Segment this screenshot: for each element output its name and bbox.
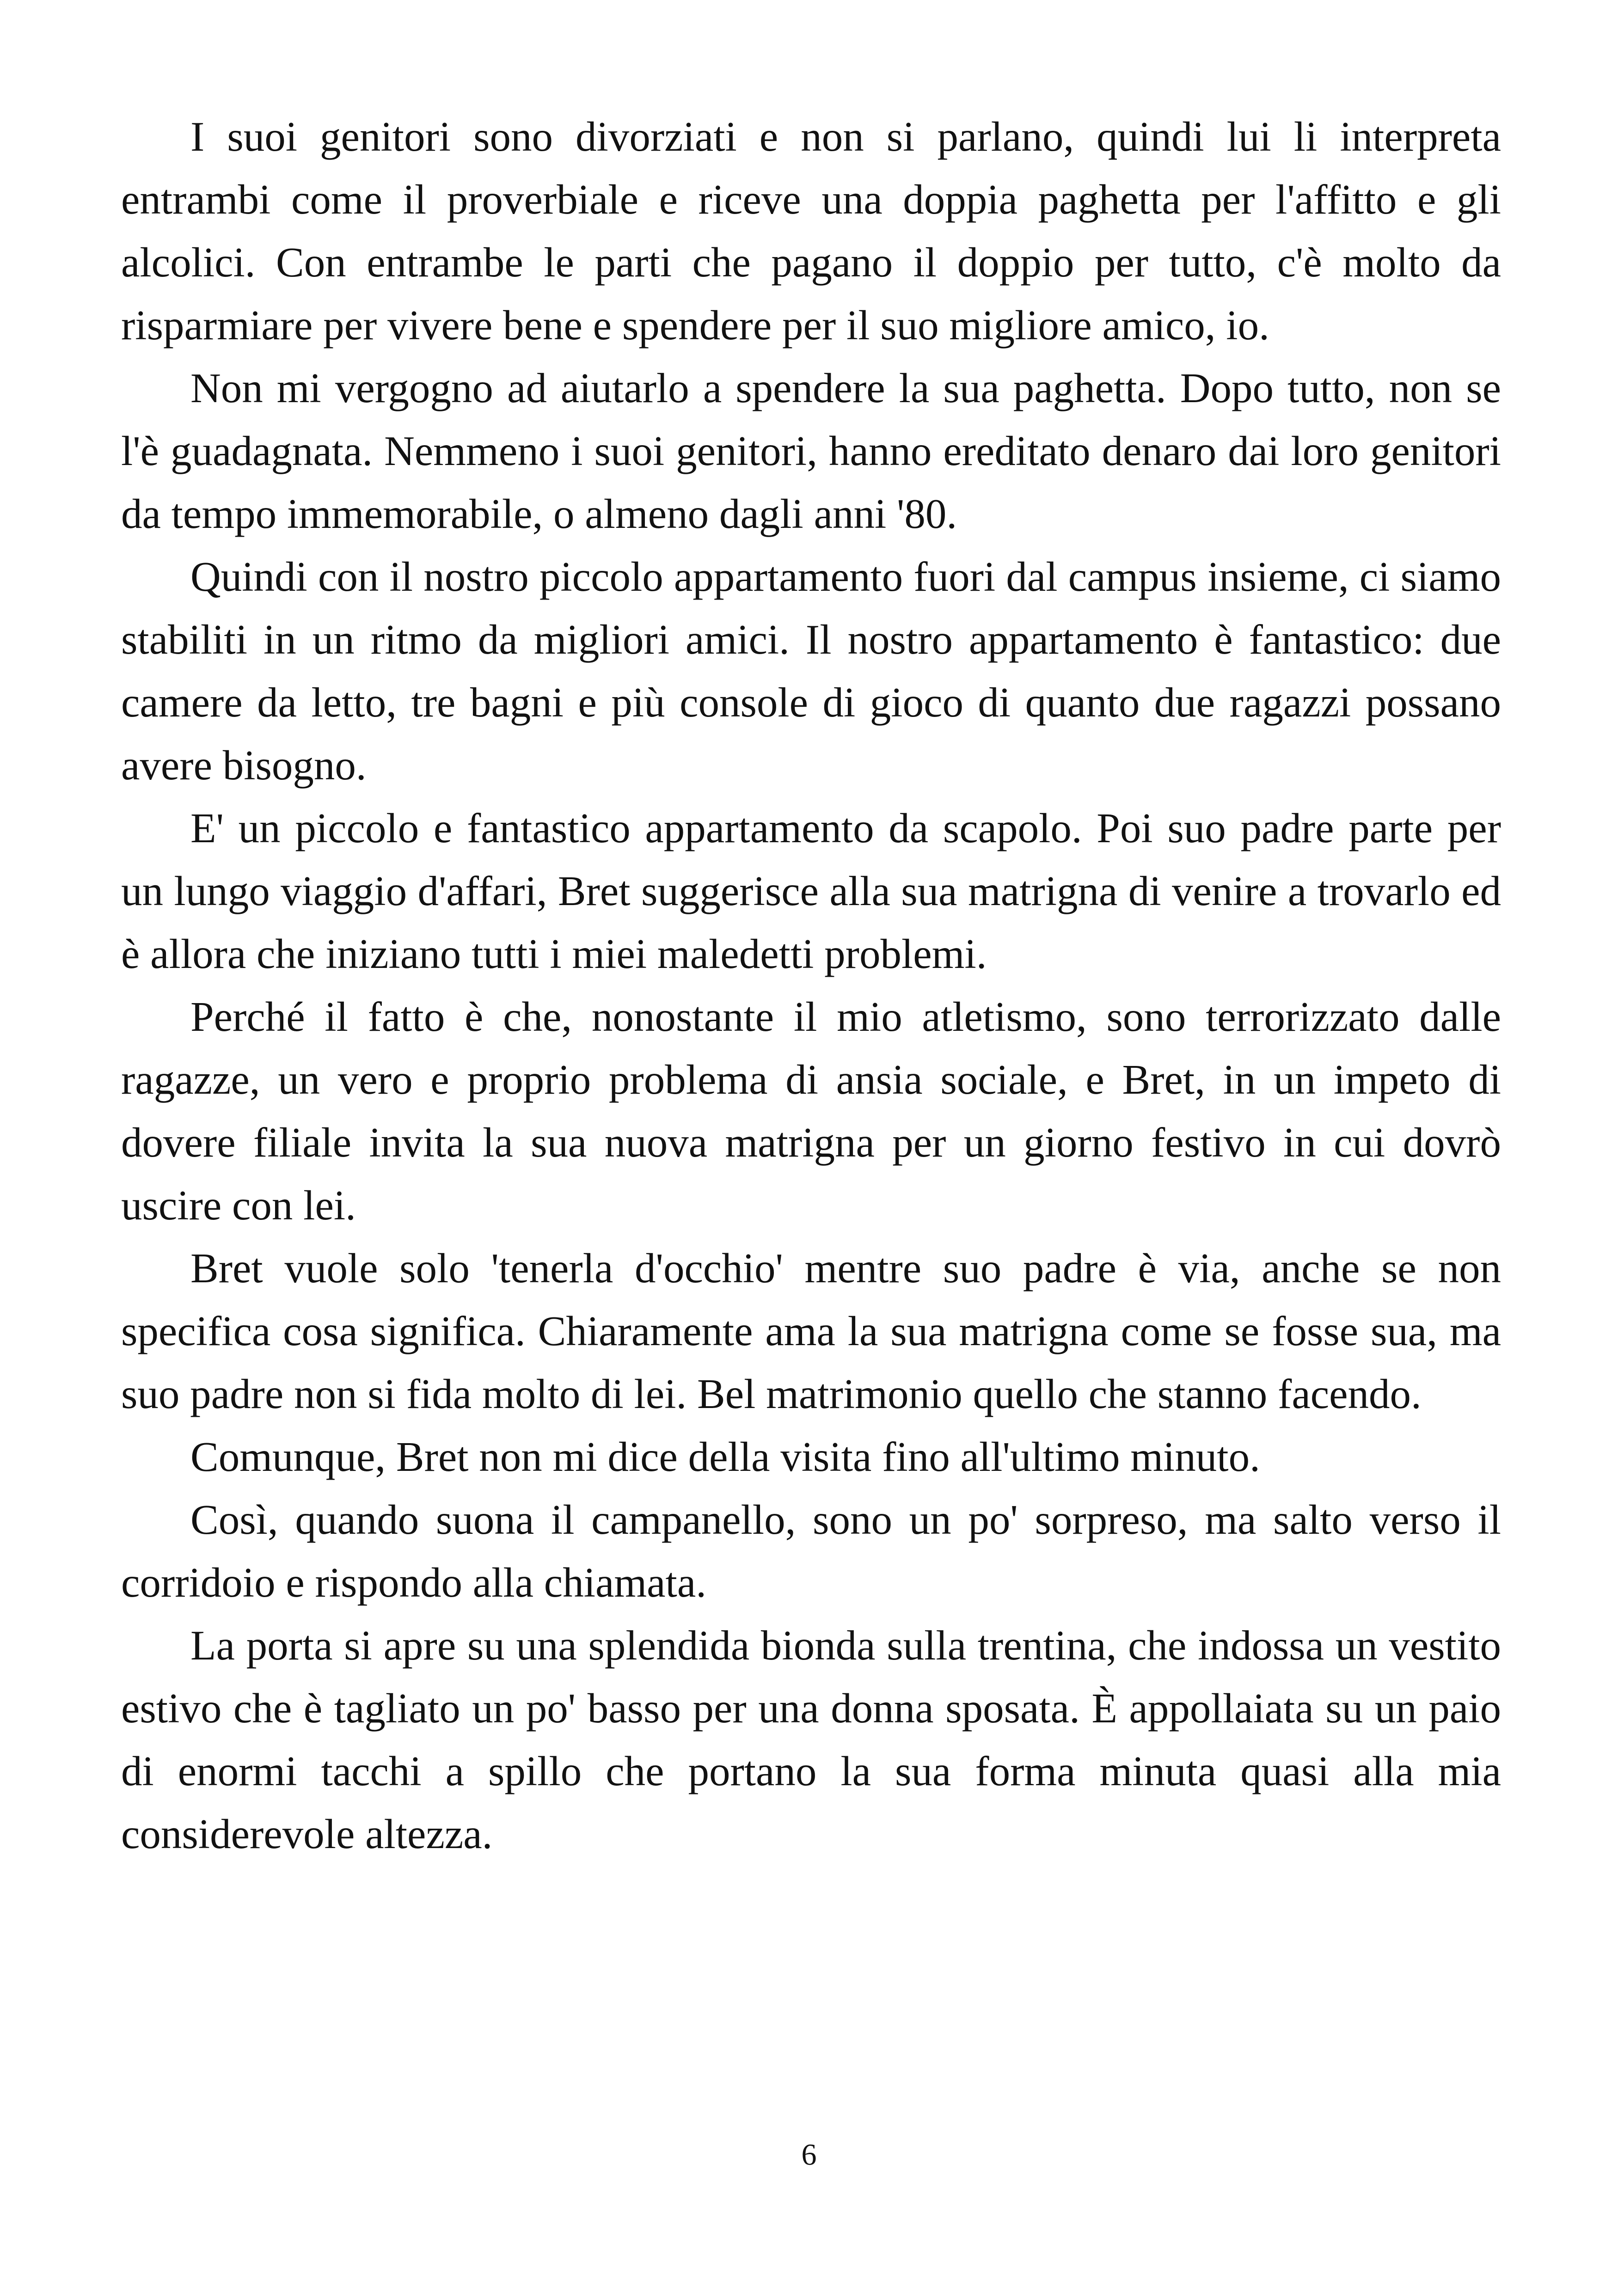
paragraph: E' un piccolo e fantastico appartamento da scapolo. Poi suo padre parte per un lungo viaggio d'affari, Bret suggerisce alla sua matrigna di venire a trovarlo ed è allora che iniziano tutti i miei maledetti problemi. [121,805,1501,977]
paragraph: Non mi vergogno ad aiutarlo a spendere la sua paghetta. Dopo tutto, non se l'è guadagnata. Nemmeno i suoi genitori, hanno ereditato denaro dai loro genitori da tempo immemorabile, o almeno dagli anni '80. [121,365,1501,537]
paragraph: Quindi con il nostro piccolo appartamento fuori dal campus insieme, ci siamo stabiliti in un ritmo da migliori amici. Il nostro appartamento è fantastico: due camere da letto, tre bagni e più console di gioco di quanto due ragazzi possano avere bisogno. [121,553,1501,789]
page-number: 6 [801,2138,817,2172]
paragraph: Bret vuole solo 'tenerla d'occhio' mentre suo padre è via, anche se non specifica cosa significa. Chiaramente ama la sua matrigna come se fosse sua, ma suo padre non si fida molto di lei. Bel matrimonio quello che stanno facendo. [121,1245,1501,1417]
body-text [121,105,1501,1866]
paragraph: Perché il fatto è che, nonostante il mio atletismo, sono terrorizzato dalle ragazze, un vero e proprio problema di ansia sociale, e Bret, in un impeto di dovere filiale invita la sua nuova matrigna per un giorno festivo in cui dovrò uscire con lei. [121,993,1501,1229]
paragraph: Così, quando suona il campanello, sono un po' sorpreso, ma salto verso il corridoio e rispondo alla chiamata. [121,1496,1501,1606]
paragraph: La porta si apre su una splendida bionda sulla trentina, che indossa un vestito estivo che è tagliato un po' basso per una donna sposata. È appollaiata su un paio di enormi tacchi a spillo che portano la sua forma minuta quasi alla mia considerevole altezza. [121,1622,1501,1857]
paragraph: I suoi genitori sono divorziati e non si parlano, quindi lui li interpreta entrambi come il proverbiale e riceve una doppia paghetta per l'affitto e gli alcolici. Con entrambe le parti che pagano il doppio per tutto, c'è molto da risparmiare per vivere bene e spendere per il suo migliore amico, io. [121,113,1501,349]
paragraph: Comunque, Bret non mi dice della visita fino all'ultimo minuto. [190,1433,1260,1480]
